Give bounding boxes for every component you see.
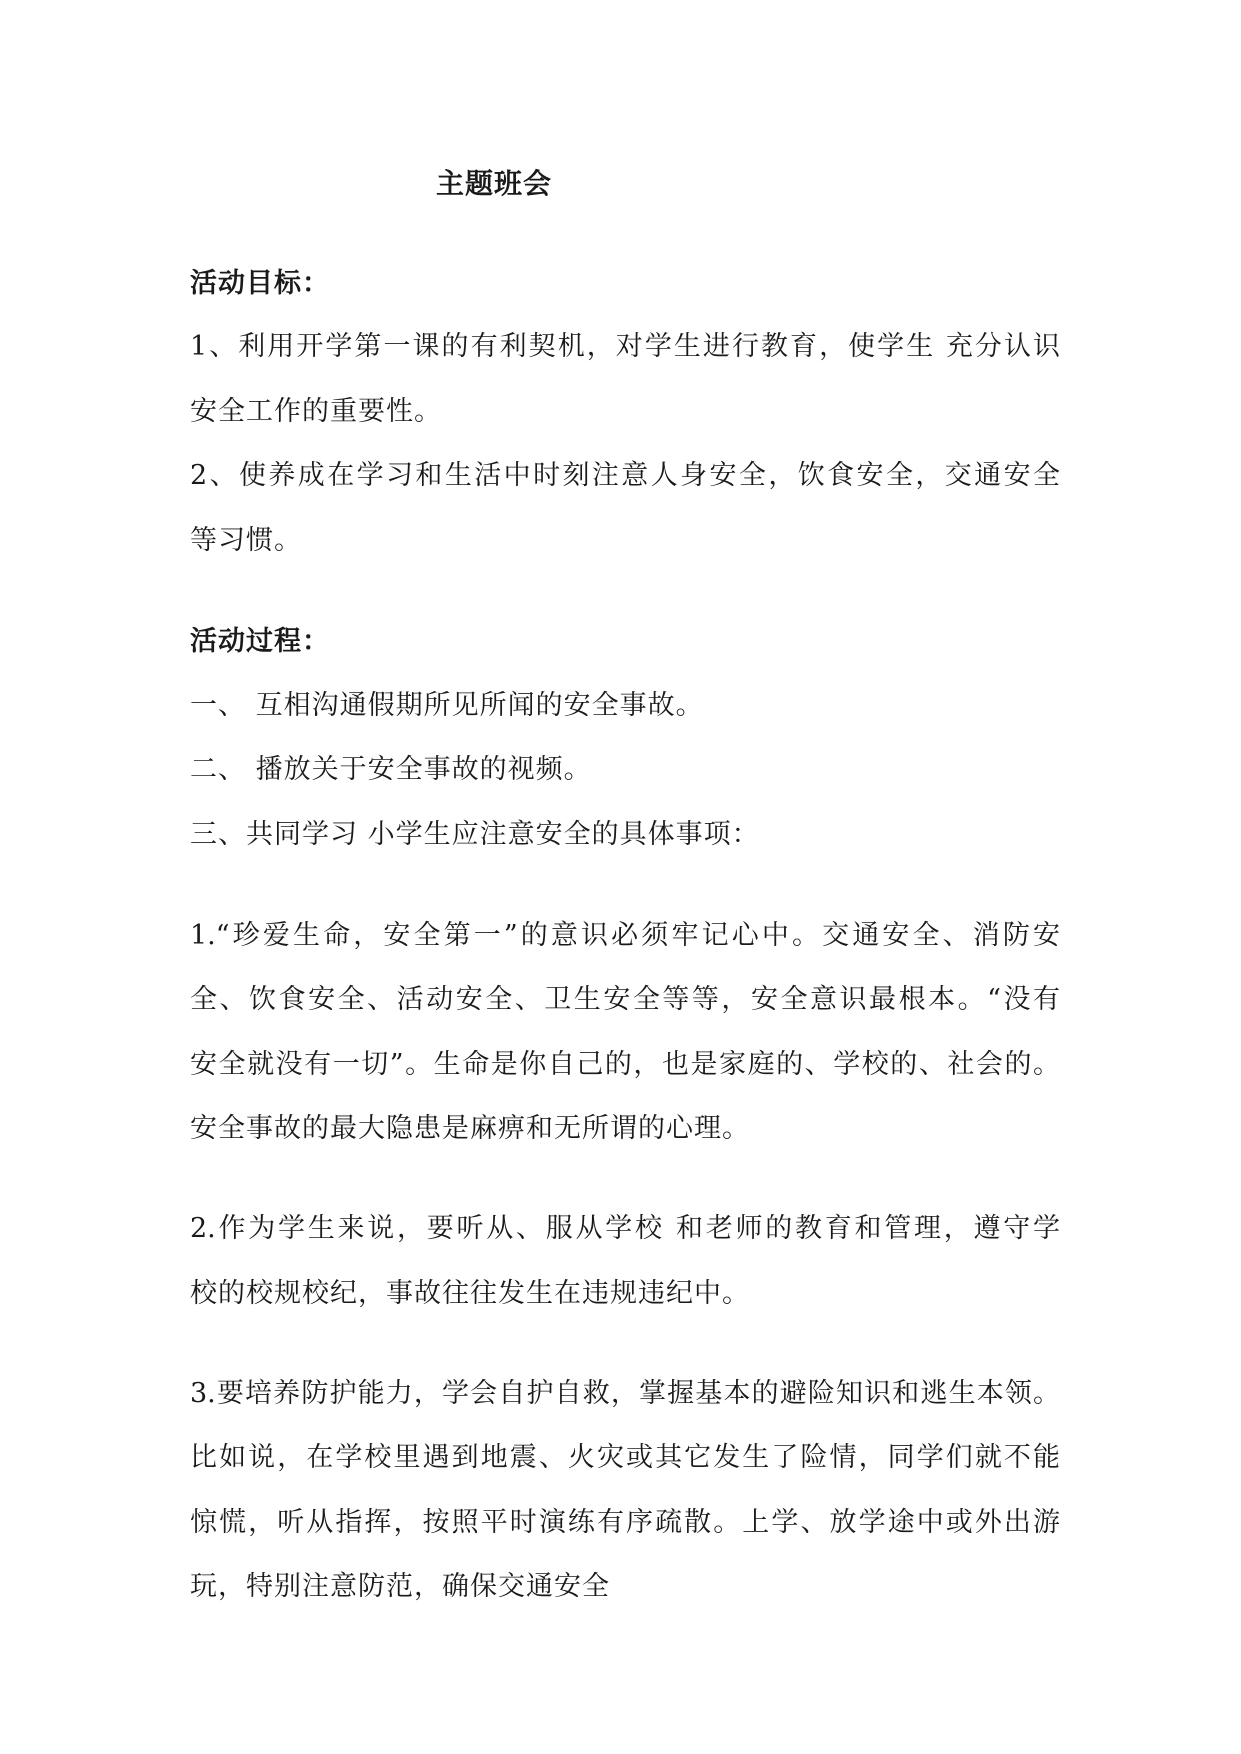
item-1-line: 全、饮食安全、活动安全、卫生安全等等，安全意识最根本。“没有: [190, 984, 1060, 1015]
item-3-line: 玩，特别注意防范，确保交通安全: [190, 1571, 610, 1602]
page-title: 主题班会: [436, 167, 553, 200]
process-step: 二、 播放关于安全事故的视频。: [190, 754, 592, 785]
item-2-line: 校的校规校纪，事故往往发生在违规违纪中。: [190, 1278, 750, 1309]
item-2-line: 2.作为学生来说，要听从、服从学校 和老师的教育和管理，遵守学: [190, 1213, 1060, 1244]
item-1-line: 安全就没有一切”。生命是你自己的，也是家庭的、学校的、社会的。: [190, 1049, 1060, 1080]
item-3-line: 比如说，在学校里遇到地震、火灾或其它发生了险情，同学们就不能: [190, 1442, 1060, 1473]
item-1-line: 1.“珍爱生命，安全第一”的意识必须牢记心中。交通安全、消防安: [190, 920, 1060, 951]
process-step: 三、共同学习 小学生应注意安全的具体事项：: [190, 819, 760, 850]
goals-line: 1、利用开学第一课的有利契机，对学生进行教育，使学生 充分认识: [190, 331, 1060, 362]
item-1-line: 安全事故的最大隐患是麻痹和无所谓的心理。: [190, 1113, 750, 1144]
goals-line: 等习惯。: [190, 525, 302, 556]
goals-line: 安全工作的重要性。: [190, 396, 442, 427]
item-3-line: 惊慌，听从指挥，按照平时演练有序疏散。上学、放学途中或外出游: [190, 1507, 1060, 1538]
process-step: 一、 互相沟通假期所见所闻的安全事故。: [190, 690, 704, 721]
goals-heading: 活动目标：: [190, 268, 330, 299]
item-3-line: 3.要培养防护能力，学会自护自救，掌握基本的避险知识和逃生本领。: [190, 1378, 1060, 1409]
goals-line: 2、使养成在学习和生活中时刻注意人身安全，饮食安全，交通安全: [190, 460, 1060, 491]
process-heading: 活动过程：: [190, 626, 330, 657]
